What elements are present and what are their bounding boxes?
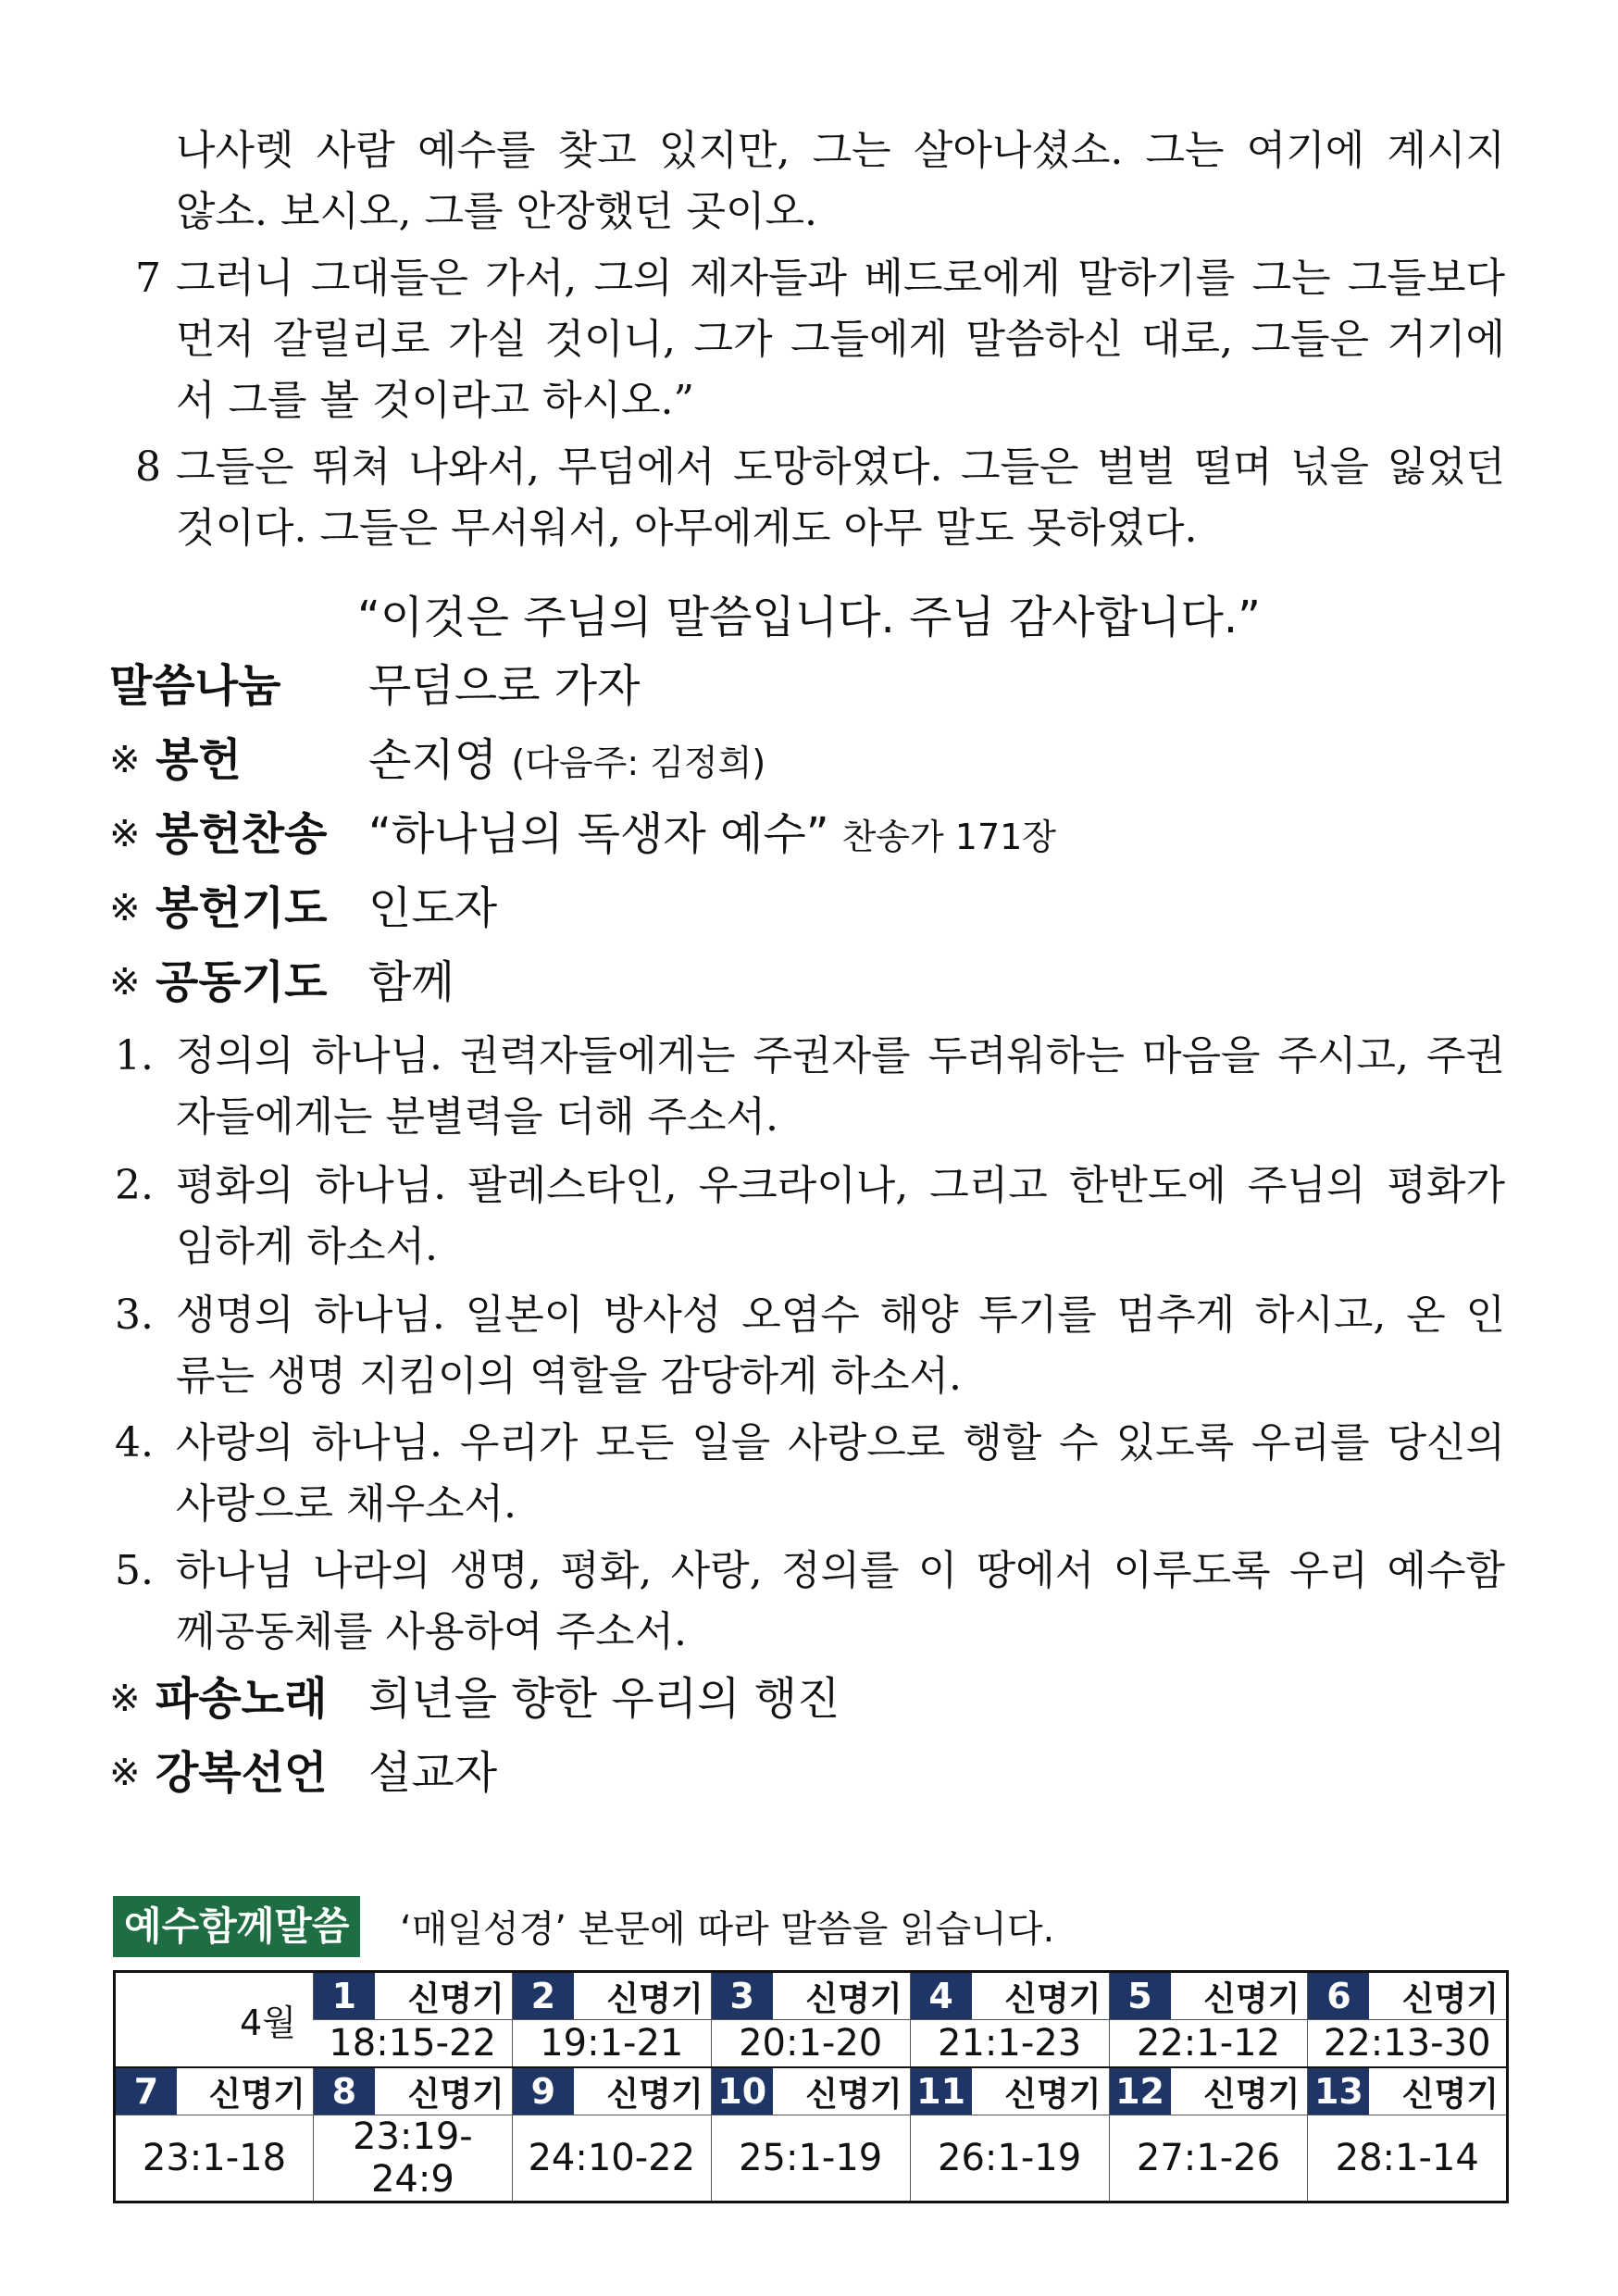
reading-day-cell	[910, 1972, 1109, 2020]
reading-ref: 25:1-19	[711, 2115, 910, 2202]
prayer-line: 평화의 하나님. 팔레스타인, 우크라이나, 그리고 한반도에 주님의 평화가	[176, 1162, 1505, 1209]
reading-ref: 22:13-30	[1308, 2020, 1508, 2068]
verse-line: 그러니 그대들은 가서, 그의 제자들과 베드로에게 말하기를 그는 그들보다	[176, 255, 1505, 302]
day-number: 7	[116, 2068, 177, 2115]
hymn-title: “하나님의 독생자 예수”	[368, 808, 829, 860]
verse-number: 7	[135, 255, 161, 302]
order-label: 파송노래	[156, 1673, 328, 1725]
verse-number: 8	[135, 443, 161, 491]
book-name: 신명기	[606, 2075, 703, 2114]
reading-day-cell	[313, 1972, 512, 2020]
prayer-line: 생명의 하나님. 일본이 방사성 오염수 해양 투기를 멈추게 하시고, 온 인	[176, 1292, 1505, 1339]
day-number: 3	[712, 1973, 773, 2019]
order-value	[368, 804, 1056, 867]
reading-ref: 28:1-14	[1308, 2115, 1508, 2202]
reading-day-cell	[115, 2067, 314, 2115]
reading-ref: 23:1-18	[115, 2115, 314, 2202]
book-name: 신명기	[208, 2075, 305, 2114]
prayer-line: 하나님 나라의 생명, 평화, 사랑, 정의를 이 땅에서 이루도록 우리 예수함	[176, 1547, 1505, 1594]
book-name: 신명기	[1203, 1979, 1301, 2018]
day-number: 2	[513, 1973, 574, 2019]
reading-ref: 26:1-19	[910, 2115, 1109, 2202]
book-name: 신명기	[1004, 2075, 1101, 2114]
reading-day-cell	[910, 2067, 1109, 2115]
order-label: 강복선언	[156, 1747, 328, 1799]
day-number: 1	[314, 1973, 375, 2019]
scripture-closing: “이것은 주님의 말씀입니다. 주님 감사합니다.”	[357, 592, 1261, 643]
hymn-number: 찬송가 171장	[841, 817, 1057, 857]
prayer-line: 사랑의 하나님. 우리가 모든 일을 사랑으로 행할 수 있도록 우리를 당신의	[176, 1419, 1505, 1466]
day-number: 11	[911, 2068, 972, 2115]
prayer-number: 4.	[115, 1419, 154, 1466]
prayer-item	[115, 1541, 1505, 1663]
order-value	[368, 730, 765, 793]
reading-day-cell	[512, 2067, 711, 2115]
reading-badge: 예수함께말씀	[113, 1896, 360, 1957]
prayer-number: 2.	[115, 1162, 154, 1209]
reading-day-cell	[1308, 1972, 1508, 2020]
day-number: 5	[1110, 1973, 1171, 2019]
order-value: 함께	[368, 956, 454, 1008]
prayer-line: 께공동체를 사용하여 주소서.	[176, 1608, 688, 1655]
reference-mark: ※	[109, 813, 141, 855]
prayer-line: 자들에게는 분별력을 더해 주소서.	[176, 1093, 778, 1141]
prayer-line: 류는 생명 지킴이의 역할을 감당하게 하소서.	[176, 1353, 962, 1400]
verse-6-continuation	[176, 120, 1505, 243]
prayer-line: 정의의 하나님. 권력자들에게는 주권자를 두려워하는 마음을 주시고, 주권	[176, 1032, 1505, 1079]
reading-ref: 22:1-12	[1109, 2020, 1308, 2068]
reading-day-cell	[711, 2067, 910, 2115]
order-value: 설교자	[368, 1747, 498, 1799]
offering-person: 손지영	[368, 734, 498, 786]
prayer-number: 3.	[115, 1292, 154, 1339]
verse-line: 나사렛 사람 예수를 찾고 있지만, 그는 살아나셨소. 그는 여기에 계시지	[176, 127, 1505, 174]
reading-ref: 27:1-26	[1109, 2115, 1308, 2202]
prayer-line: 임하게 하소서.	[176, 1223, 438, 1270]
reading-ref: 19:1-21	[512, 2020, 711, 2068]
prayer-item	[115, 1413, 1505, 1535]
verse-line: 서 그를 볼 것이라고 하시오.”	[176, 377, 694, 424]
reading-row	[115, 2067, 1508, 2115]
reading-ref: 23:19-24:9	[313, 2115, 512, 2202]
reference-mark: ※	[109, 887, 141, 930]
order-label: 말씀나눔	[109, 660, 281, 712]
day-number: 8	[314, 2068, 375, 2115]
order-label: 봉헌	[156, 734, 242, 786]
book-name: 신명기	[407, 1979, 504, 2018]
reference-mark: ※	[109, 739, 141, 781]
order-value: 무덤으로 가자	[368, 660, 641, 712]
book-name: 신명기	[407, 2075, 504, 2114]
book-name: 신명기	[805, 1979, 902, 2018]
prayer-item	[115, 1026, 1505, 1148]
verse-line: 먼저 갈릴리로 가실 것이니, 그가 그들에게 말씀하신 대로, 그들은 거기에	[176, 316, 1505, 363]
day-number: 12	[1110, 2068, 1171, 2115]
reading-day-cell	[1109, 2067, 1308, 2115]
reading-day-cell	[1109, 1972, 1308, 2020]
verse-line: 그들은 뛰쳐 나와서, 무덤에서 도망하였다. 그들은 벌벌 떨며 넋을 잃었던	[176, 443, 1505, 491]
book-name: 신명기	[1004, 1979, 1101, 2018]
reading-row	[115, 2020, 1508, 2068]
reference-mark: ※	[109, 1678, 141, 1720]
verse-8	[135, 437, 1505, 559]
order-label: 공동기도	[156, 956, 328, 1008]
prayer-line: 사랑으로 채우소서.	[176, 1480, 517, 1528]
verse-line: 것이다. 그들은 무서워서, 아무에게도 아무 말도 못하였다.	[176, 505, 1198, 552]
offering-next-week: (다음주: 김정희)	[511, 742, 766, 783]
order-value: 인도자	[368, 882, 498, 934]
book-name: 신명기	[1401, 1979, 1499, 2018]
day-number: 10	[712, 2068, 773, 2115]
reading-row	[115, 1972, 1508, 2020]
reading-row	[115, 2115, 1508, 2202]
order-value: 희년을 향한 우리의 행진	[368, 1673, 840, 1725]
prayer-item	[115, 1155, 1505, 1278]
order-label: 봉헌기도	[156, 882, 328, 934]
reading-ref: 24:10-22	[512, 2115, 711, 2202]
verse-7	[135, 248, 1505, 431]
verse-line: 않소. 보시오, 그를 안장했던 곳이오.	[176, 188, 817, 235]
reading-note: ‘매일성경’ 본문에 따라 말씀을 읽습니다.	[400, 1908, 1055, 1951]
order-label: 봉헌찬송	[156, 808, 328, 860]
day-number: 13	[1308, 2068, 1369, 2115]
reading-ref: 21:1-23	[910, 2020, 1109, 2068]
reference-mark: ※	[109, 961, 141, 1004]
day-number: 9	[513, 2068, 574, 2115]
prayer-item	[115, 1285, 1505, 1407]
prayer-number: 5.	[115, 1547, 154, 1594]
day-number: 4	[911, 1973, 972, 2019]
reading-day-cell	[313, 2067, 512, 2115]
book-name: 신명기	[1401, 2075, 1499, 2114]
reading-day-cell	[512, 1972, 711, 2020]
prayer-number: 1.	[115, 1032, 154, 1079]
reading-schedule-table	[113, 1970, 1509, 2203]
day-number: 6	[1308, 1973, 1369, 2019]
reading-ref: 18:15-22	[313, 2020, 512, 2068]
book-name: 신명기	[606, 1979, 703, 2018]
reading-ref: 20:1-20	[711, 2020, 910, 2068]
reading-day-cell	[711, 1972, 910, 2020]
reading-month: 4월	[240, 2003, 296, 2043]
reference-mark: ※	[109, 1752, 141, 1794]
reading-day-cell	[1308, 2067, 1508, 2115]
book-name: 신명기	[805, 2075, 902, 2114]
book-name: 신명기	[1203, 2075, 1301, 2114]
